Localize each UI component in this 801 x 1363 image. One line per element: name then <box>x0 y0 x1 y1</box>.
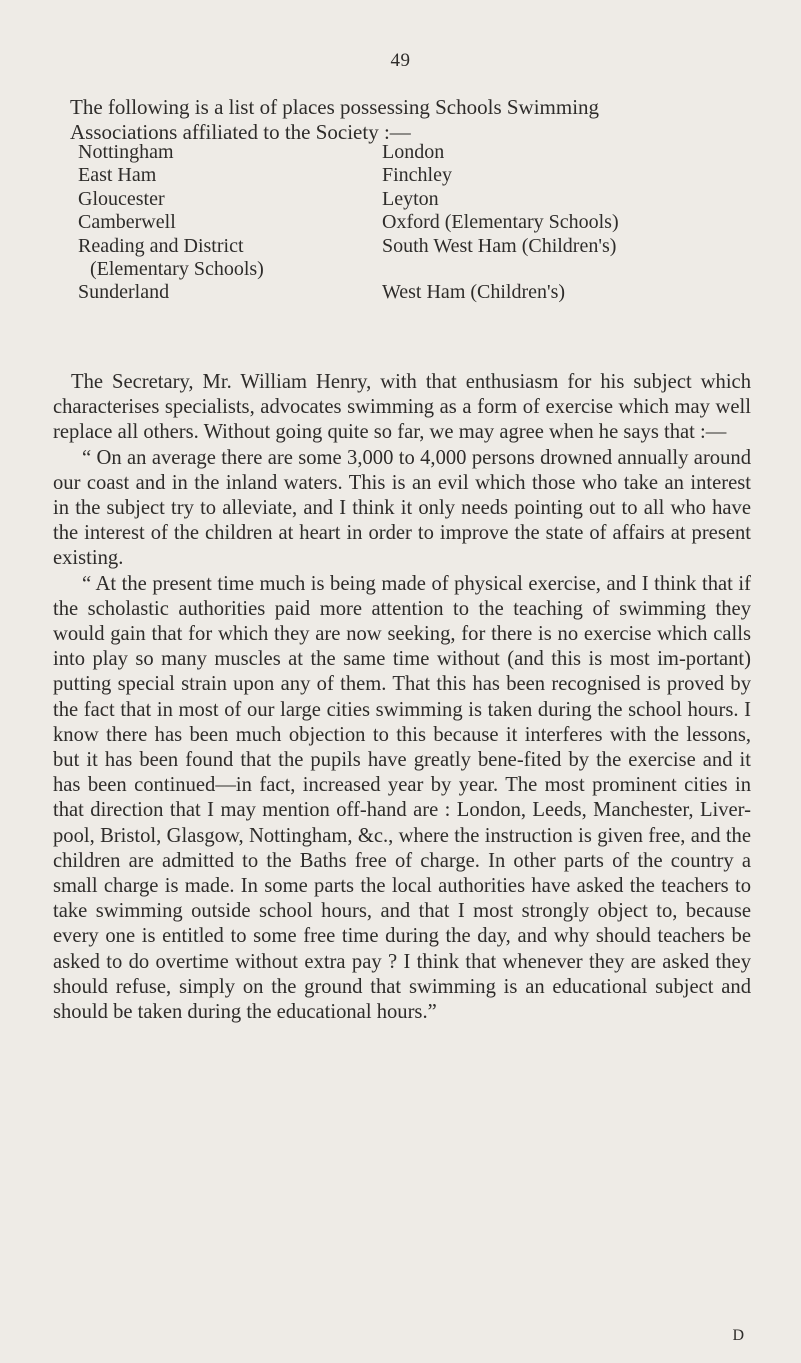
place-item: London <box>382 141 445 163</box>
places-left-column <box>78 141 378 305</box>
paragraph-quote-2: “ At the present time much is being made of physical exercise, and I think that if the scholastic authorities paid more attention to the teaching of swimming they would gain that for which they are now seeking, for there is no exercise which calls into play so many muscles at the same time without (and this is most im-portant) putting special strain upon any of them. That this has been recognised is proved by the fact that in most of our large cities swimming is taken during the school hours. I know there has been much objection to this because it interferes with the lessons, but it has been found that the pupils have greatly bene-fited by the exercise and it has been continued—in fact, increased year by year. The most prominent cities in that direction that I may mention off-hand are : London, Leeds, Manchester, Liver-pool, Bristol, Glasgow, Nottingham, &c., where the instruction is given free, and the children are admitted to the Baths free of charge. In other parts of the country a small charge is made. In some parts the local authorities have asked the teachers to take swimming outside school hours, and that I most strongly object to, because every one is entitled to some free time during the day, and why should teachers be asked to do overtime without extra pay ? I think that whenever they are asked they should refuse, simply on the ground that swimming is an educational subject and should be taken during the educational hours.” <box>53 572 751 1024</box>
intro-line-2: Associations affiliated to the Society :— <box>70 120 411 144</box>
intro-text <box>70 95 742 145</box>
paragraph-secretary: The Secretary, Mr. William Henry, with that enthusiasm for his subject which characterises specialists, advocates swimming as a form of exercise which may well replace all others. Without going quite so far, we may agree when he says that :— <box>53 371 751 444</box>
intro-line-1: The following is a list of places possessing Schools Swimming <box>70 95 600 119</box>
place-item: Camberwell <box>78 211 176 234</box>
spacer <box>382 258 762 281</box>
place-item: Finchley <box>382 164 452 187</box>
place-item: Nottingham <box>78 141 174 163</box>
place-item: Sunderland <box>78 281 170 304</box>
page-number: 49 <box>390 50 411 71</box>
place-item: Reading and District <box>78 234 244 257</box>
place-item: East Ham <box>78 164 157 187</box>
place-item: South West Ham (Children's) <box>382 234 617 257</box>
place-item: Leyton <box>382 187 439 210</box>
signature-mark: D <box>732 1327 745 1344</box>
paragraph-quote-1: “ On an average there are some 3,000 to 4,000 persons drowned annually around our coast and in the inland waters. This is an evil which those who take an interest in the subject try to alleviate, and I think it only needs pointing out to all who have the interest of the children at heart in order to improve the state of affairs at present existing. <box>53 446 751 570</box>
place-item: Oxford (Elementary Schools) <box>382 211 619 234</box>
place-item: Gloucester <box>78 187 165 210</box>
body-text <box>53 370 751 1025</box>
place-item: West Ham (Children's) <box>382 281 566 304</box>
place-item-continuation: (Elementary Schools) <box>90 258 264 281</box>
places-right-column <box>382 141 762 305</box>
